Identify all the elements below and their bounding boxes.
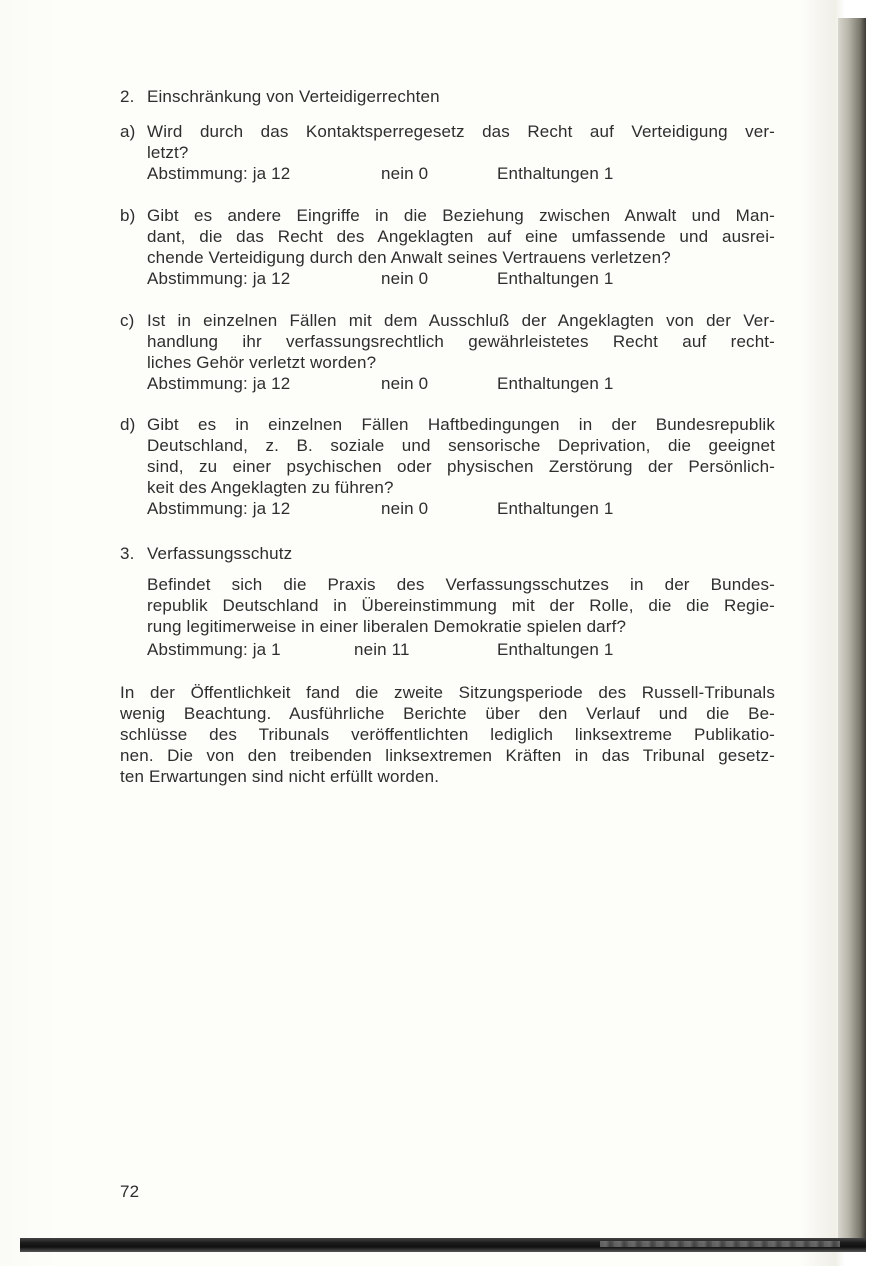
closing-line-3: schlüsse des Tribunals veröffentlichten lediglich linksextreme Publikatio- [120, 725, 775, 744]
closing-line-4: nen. Die von den treibenden linksextremen Kräften in das Tribunal gesetz- [120, 746, 775, 765]
section-2-number: 2. [120, 87, 135, 106]
page-number: 72 [120, 1182, 140, 1201]
item-d-vote-abstain: Enthaltungen 1 [497, 499, 614, 518]
item-b-line-2: dant, die das Recht des Angeklagten auf eine umfassende und ausrei- [147, 227, 775, 246]
closing-line-2: wenig Beachtung. Ausführliche Berichte über den Verlauf und die Be- [120, 704, 775, 723]
item-b-marker: b) [120, 206, 136, 225]
closing-line-1: In der Öffentlichkeit fand die zweite Sitzungsperiode des Russell-Tribunals [120, 683, 775, 702]
item-d-vote-no: nein 0 [381, 499, 429, 518]
item-b-vote-no: nein 0 [381, 269, 429, 288]
section-3-vote-abstain: Enthaltungen 1 [497, 640, 614, 659]
section-3-vote-yes: Abstimmung: ja 1 [147, 640, 281, 659]
item-b-vote-abstain: Enthaltungen 1 [497, 269, 614, 288]
item-c-line-3: liches Gehör verletzt worden? [147, 353, 377, 372]
item-d-marker: d) [120, 415, 136, 434]
section-2-heading: Einschränkung von Verteidigerrechten [147, 87, 440, 106]
item-d-vote-yes: Abstimmung: ja 12 [147, 499, 291, 518]
section-3-heading: Verfassungsschutz [147, 544, 293, 563]
item-b-line-1: Gibt es andere Eingriffe in die Beziehung zwischen Anwalt und Man- [147, 206, 775, 225]
item-a-vote-abstain: Enthaltungen 1 [497, 164, 614, 183]
item-a-vote-yes: Abstimmung: ja 12 [147, 164, 291, 183]
item-c-vote-abstain: Enthaltungen 1 [497, 374, 614, 393]
item-c-line-2: handlung ihr verfassungsrechtlich gewährleistetes Recht auf recht- [147, 332, 775, 351]
item-d-line-4: keit des Angeklagten zu führen? [147, 478, 394, 497]
item-a-line-1: Wird durch das Kontaktsperregesetz das Recht auf Verteidigung ver- [147, 122, 775, 141]
item-a-marker: a) [120, 122, 136, 141]
item-a-line-2: letzt? [147, 143, 189, 162]
item-b-line-3: chende Verteidigung durch den Anwalt seines Vertrauens verletzen? [147, 248, 671, 267]
item-d-line-2: Deutschland, z. B. soziale und sensorische Deprivation, die geeignet [147, 436, 775, 455]
section-3-line-1: Befindet sich die Praxis des Verfassungsschutzes in der Bundes- [147, 575, 775, 594]
item-d-line-3: sind, zu einer psychischen oder physischen Zerstörung der Persönlich- [147, 457, 775, 476]
item-c-line-1: Ist in einzelnen Fällen mit dem Ausschluß der Angeklagten von der Ver- [147, 311, 775, 330]
closing-line-5: ten Erwartungen sind nicht erfüllt worden. [120, 767, 440, 786]
page-bottom-edge-gloss [600, 1241, 840, 1247]
section-3-line-2: republik Deutschland in Übereinstimmung mit der Rolle, die die Regie- [147, 596, 775, 615]
item-b-vote-yes: Abstimmung: ja 12 [147, 269, 291, 288]
section-3-vote-no: nein 11 [354, 640, 410, 659]
item-a-vote-no: nein 0 [381, 164, 429, 183]
item-c-marker: c) [120, 311, 135, 330]
item-c-vote-yes: Abstimmung: ja 12 [147, 374, 291, 393]
section-3-line-3: rung legitimerweise in einer liberalen Demokratie spielen darf? [147, 617, 627, 636]
section-3-number: 3. [120, 544, 135, 563]
item-d-line-1: Gibt es in einzelnen Fällen Haftbedingungen in der Bundesrepublik [147, 415, 775, 434]
page-binding-shadow [838, 18, 866, 1250]
item-c-vote-no: nein 0 [381, 374, 429, 393]
